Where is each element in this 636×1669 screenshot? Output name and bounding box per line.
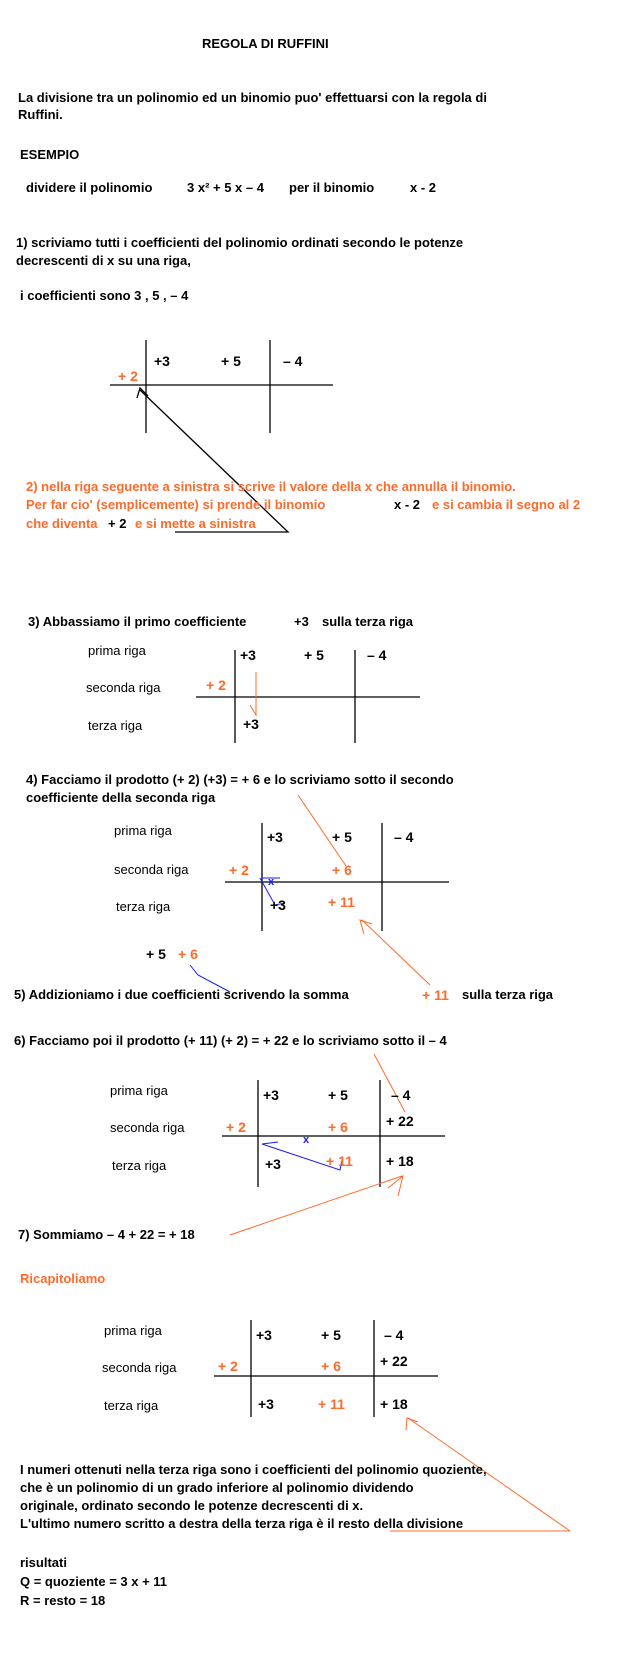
- t4-label-seconda: seconda riga: [110, 1120, 185, 1135]
- step2-divisor: + 2: [108, 516, 127, 531]
- t2-divisor: + 2: [206, 677, 226, 693]
- step6-arrow: [374, 1054, 405, 1112]
- t5-s3: + 18: [380, 1396, 408, 1412]
- step5-sum-b: + 6: [178, 946, 198, 962]
- t3-s2: + 11: [328, 894, 355, 910]
- t1-c1: +3: [154, 353, 170, 369]
- t5-c3: – 4: [384, 1327, 404, 1343]
- esempio-binomio: x - 2: [410, 180, 437, 195]
- t3-label-seconda: seconda riga: [114, 862, 189, 877]
- step1-line-1: 1) scriviamo tutti i coefficienti del polinomio ordinati secondo le potenze: [16, 235, 464, 250]
- step5-result: + 11: [422, 987, 449, 1003]
- step3-arrow: [250, 672, 256, 715]
- t3-p2: + 6: [332, 862, 352, 878]
- t4-c2: + 5: [328, 1087, 348, 1103]
- t5-label-prima: prima riga: [104, 1323, 162, 1338]
- t5-label-seconda: seconda riga: [102, 1360, 177, 1375]
- t4-label-prima: prima riga: [110, 1083, 168, 1098]
- t5-p3: + 22: [380, 1353, 408, 1369]
- t2-s1: +3: [243, 716, 259, 732]
- step5-b: sulla terza riga: [462, 987, 554, 1002]
- step3-coef: +3: [294, 614, 309, 629]
- t2-label-prima: prima riga: [88, 643, 146, 658]
- step3-b: sulla terza riga: [322, 614, 414, 629]
- esempio-a: dividere il polinomio: [26, 180, 153, 195]
- t5-c2: + 5: [321, 1327, 341, 1343]
- risultati-q: Q = quoziente = 3 x + 11: [20, 1574, 168, 1589]
- ricapitoliamo-heading: Ricapitoliamo: [20, 1271, 106, 1286]
- t2-label-terza: terza riga: [88, 718, 143, 733]
- t4-x: x: [303, 1134, 310, 1146]
- t3-c2: + 5: [332, 829, 352, 845]
- step2-arrowhead: [137, 388, 148, 398]
- t4-p2: + 6: [328, 1119, 348, 1135]
- t4-c1: +3: [263, 1087, 279, 1103]
- t1-divisor: + 2: [118, 368, 138, 384]
- intro-line-1: La divisione tra un polinomio ed un binomio puo' effettuarsi con la regola di: [18, 90, 487, 105]
- step2-line-2: Per far cio' (semplicemente) si prende il binomio: [26, 497, 326, 512]
- t5-p2: + 6: [321, 1358, 341, 1374]
- t4-s3: + 18: [386, 1153, 414, 1169]
- t4-label-terza: terza riga: [112, 1158, 167, 1173]
- t4-divisor: + 2: [226, 1119, 246, 1135]
- t1-c3: – 4: [283, 353, 303, 369]
- t2-c2: + 5: [304, 647, 324, 663]
- conclusion-line-3: originale, ordinato secondo le potenze decrescenti di x.: [20, 1498, 364, 1513]
- step2-line-1: 2) nella riga seguente a sinistra si scrive il valore della x che annulla il binomio.: [26, 479, 516, 494]
- t2-label-seconda: seconda riga: [86, 680, 161, 695]
- risultati-r: R = resto = 18: [20, 1593, 106, 1608]
- t4-p3: + 22: [386, 1113, 414, 1129]
- t3-label-prima: prima riga: [114, 823, 172, 838]
- conclusion-line-1: I numeri ottenuti nella terza riga sono i coefficienti del polinomio quoziente,: [20, 1462, 487, 1477]
- risultati-heading: risultati: [20, 1555, 67, 1570]
- esempio-b: per il binomio: [289, 180, 375, 195]
- step5-arrow: [362, 920, 430, 985]
- step6-text: 6) Facciamo poi il prodotto (+ 11) (+ 2) = + 22 e lo scriviamo sotto il – 4: [14, 1033, 447, 1048]
- step3-a: 3) Abbassiamo il primo coefficiente: [28, 614, 247, 629]
- t5-label-terza: terza riga: [104, 1398, 159, 1413]
- intro-line-2: Ruffini.: [18, 107, 63, 122]
- step7-text: 7) Sommiamo – 4 + 22 = + 18: [18, 1227, 195, 1242]
- t2-c3: – 4: [367, 647, 387, 663]
- step5-sum-a: + 5: [146, 946, 166, 962]
- t3-x: x: [268, 876, 275, 888]
- t3-s1: +3: [270, 897, 286, 913]
- step2-line-3b: e si mette a sinistra: [135, 516, 256, 531]
- step4-b: coefficiente della seconda riga: [26, 790, 216, 805]
- step1-coeff-line: i coefficienti sono 3 , 5 , – 4: [20, 288, 189, 303]
- t5-s2: + 11: [318, 1396, 345, 1412]
- step2-line-2b: e si cambia il segno al 2: [432, 497, 581, 512]
- t4-c3: – 4: [391, 1087, 411, 1103]
- step5-a: 5) Addizioniamo i due coefficienti scrivendo la somma: [14, 987, 349, 1002]
- t1-c2: + 5: [221, 353, 241, 369]
- t3-label-terza: terza riga: [116, 899, 171, 914]
- step2-line-3: che diventa: [26, 516, 98, 531]
- step1-line-2: decrescenti di x su una riga,: [16, 253, 191, 268]
- t5-divisor: + 2: [218, 1358, 238, 1374]
- step7-arrow: [230, 1176, 402, 1235]
- t4-s1: +3: [265, 1156, 281, 1172]
- t3-c3: – 4: [394, 829, 414, 845]
- page-title: REGOLA DI RUFFINI: [202, 36, 329, 51]
- step4-a: 4) Facciamo il prodotto (+ 2) (+3) = + 6 e lo scriviamo sotto il secondo: [26, 772, 454, 787]
- esempio-heading: ESEMPIO: [20, 147, 80, 162]
- t3-c1: +3: [267, 829, 283, 845]
- esempio-poly: 3 x² + 5 x – 4: [187, 180, 264, 195]
- t2-c1: +3: [240, 647, 256, 663]
- conclusion-line-2: che è un polinomio di un grado inferiore al polinomio dividendo: [20, 1480, 414, 1495]
- t5-c1: +3: [256, 1327, 272, 1343]
- t4-s2: + 11: [326, 1153, 353, 1169]
- t3-divisor: + 2: [229, 862, 249, 878]
- conclusion-line-4: L'ultimo numero scritto a destra della terza riga è il resto della divisione: [20, 1516, 464, 1531]
- step2-binomio: x - 2: [394, 497, 421, 512]
- t5-s1: +3: [258, 1396, 274, 1412]
